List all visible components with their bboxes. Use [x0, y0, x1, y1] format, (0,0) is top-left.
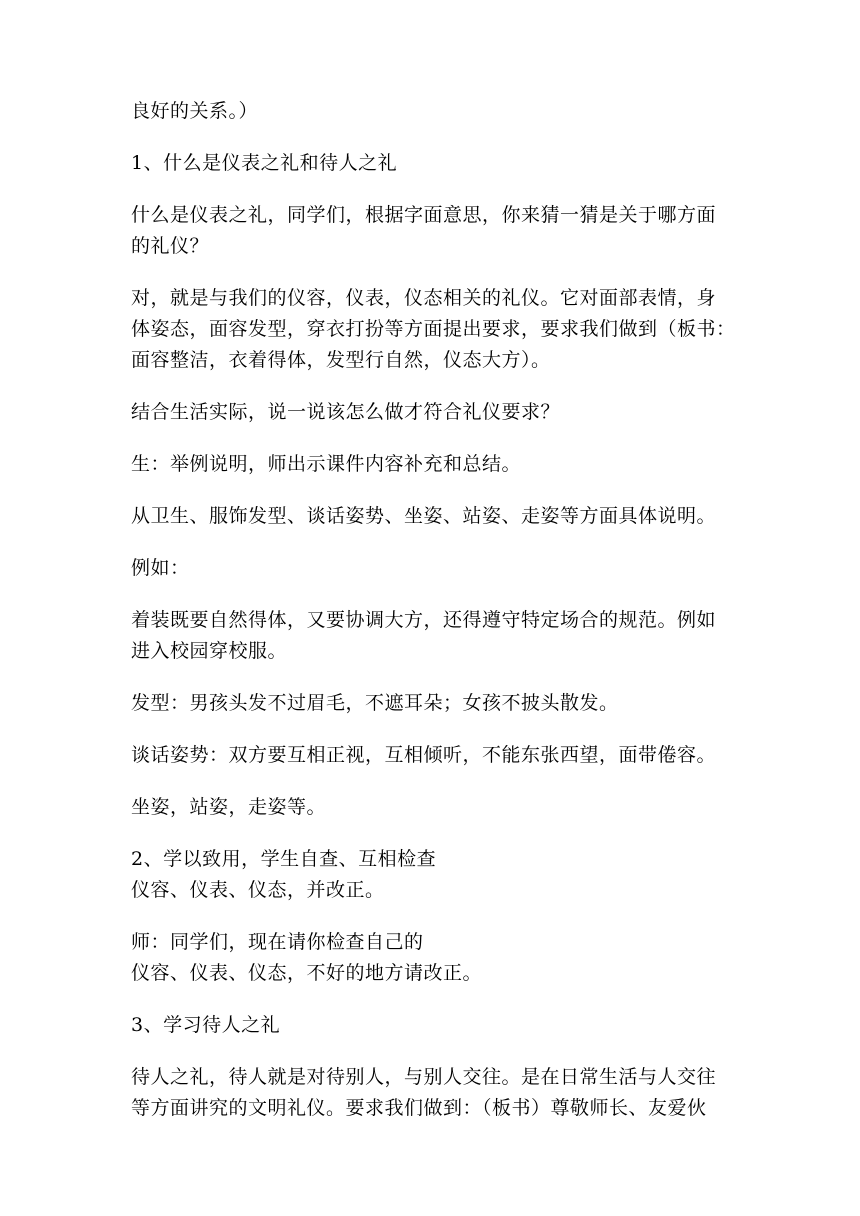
- paragraph: [131, 792, 741, 823]
- paragraph: [131, 283, 741, 376]
- paragraph: [131, 927, 741, 989]
- text-line: 师：同学们，现在请你检查自己的: [131, 931, 424, 953]
- section-heading: [131, 1010, 741, 1041]
- text-line: 发型：男孩头发不过眉毛，不遮耳朵；女孩不披头散发。: [131, 692, 619, 714]
- text-line: 对，就是与我们的仪容，仪表，仪态相关的礼仪。它对面部表情，身: [131, 287, 717, 309]
- text-line: 待人之礼，待人就是对待别人，与别人交往。是在日常生活与人交往: [131, 1066, 717, 1088]
- text-line: 生：举例说明，师出示课件内容补充和总结。: [131, 453, 522, 475]
- paragraph: [131, 449, 741, 480]
- text-line: 2、学以致用，学生自查、互相检查: [131, 848, 437, 870]
- paragraph: [131, 688, 741, 719]
- document-page: [131, 96, 741, 1145]
- section-heading: [131, 844, 741, 906]
- text-line: 结合生活实际，说一说该怎么做才符合礼仪要求？: [131, 401, 561, 423]
- text-line: 着装既要自然得体，又要协调大方，还得遵守特定场合的规范。例如: [131, 609, 717, 631]
- text-line: 的礼仪？: [131, 235, 210, 257]
- paragraph: [131, 200, 741, 262]
- text-line: 进入校园穿校服。: [131, 640, 288, 662]
- section-heading: [131, 148, 741, 179]
- text-line: 从卫生、服饰发型、谈话姿势、坐姿、站姿、走姿等方面具体说明。: [131, 505, 717, 527]
- text-line: 3、学习待人之礼: [131, 1014, 281, 1036]
- paragraph: [131, 740, 741, 771]
- text-line: 什么是仪表之礼，同学们，根据字面意思，你来猜一猜是关于哪方面: [131, 204, 717, 226]
- paragraph: [131, 1062, 741, 1124]
- paragraph: [131, 501, 741, 532]
- text-line: 良好的关系。）: [131, 100, 259, 122]
- text-line: 例如：: [131, 557, 190, 579]
- text-line: 仪容、仪表、仪态，并改正。: [131, 879, 385, 901]
- paragraph: [131, 96, 741, 127]
- text-line: 谈话姿势：双方要互相正视，互相倾听，不能东张西望，面带倦容。: [131, 744, 717, 766]
- text-line: 体姿态，面容发型，穿衣打扮等方面提出要求，要求我们做到（板书：: [131, 318, 736, 340]
- text-line: 等方面讲究的文明礼仪。要求我们做到：（板书）尊敬师长、友爱伙: [131, 1097, 707, 1119]
- text-line: 1、什么是仪表之礼和待人之礼: [131, 152, 398, 174]
- text-line: 坐姿，站姿，走姿等。: [131, 796, 327, 818]
- text-line: 面容整洁，衣着得体，发型行自然，仪态大方）。: [131, 349, 551, 371]
- paragraph: [131, 605, 741, 667]
- paragraph: [131, 397, 741, 428]
- text-line: 仪容、仪表、仪态，不好的地方请改正。: [131, 962, 483, 984]
- paragraph: [131, 553, 741, 584]
